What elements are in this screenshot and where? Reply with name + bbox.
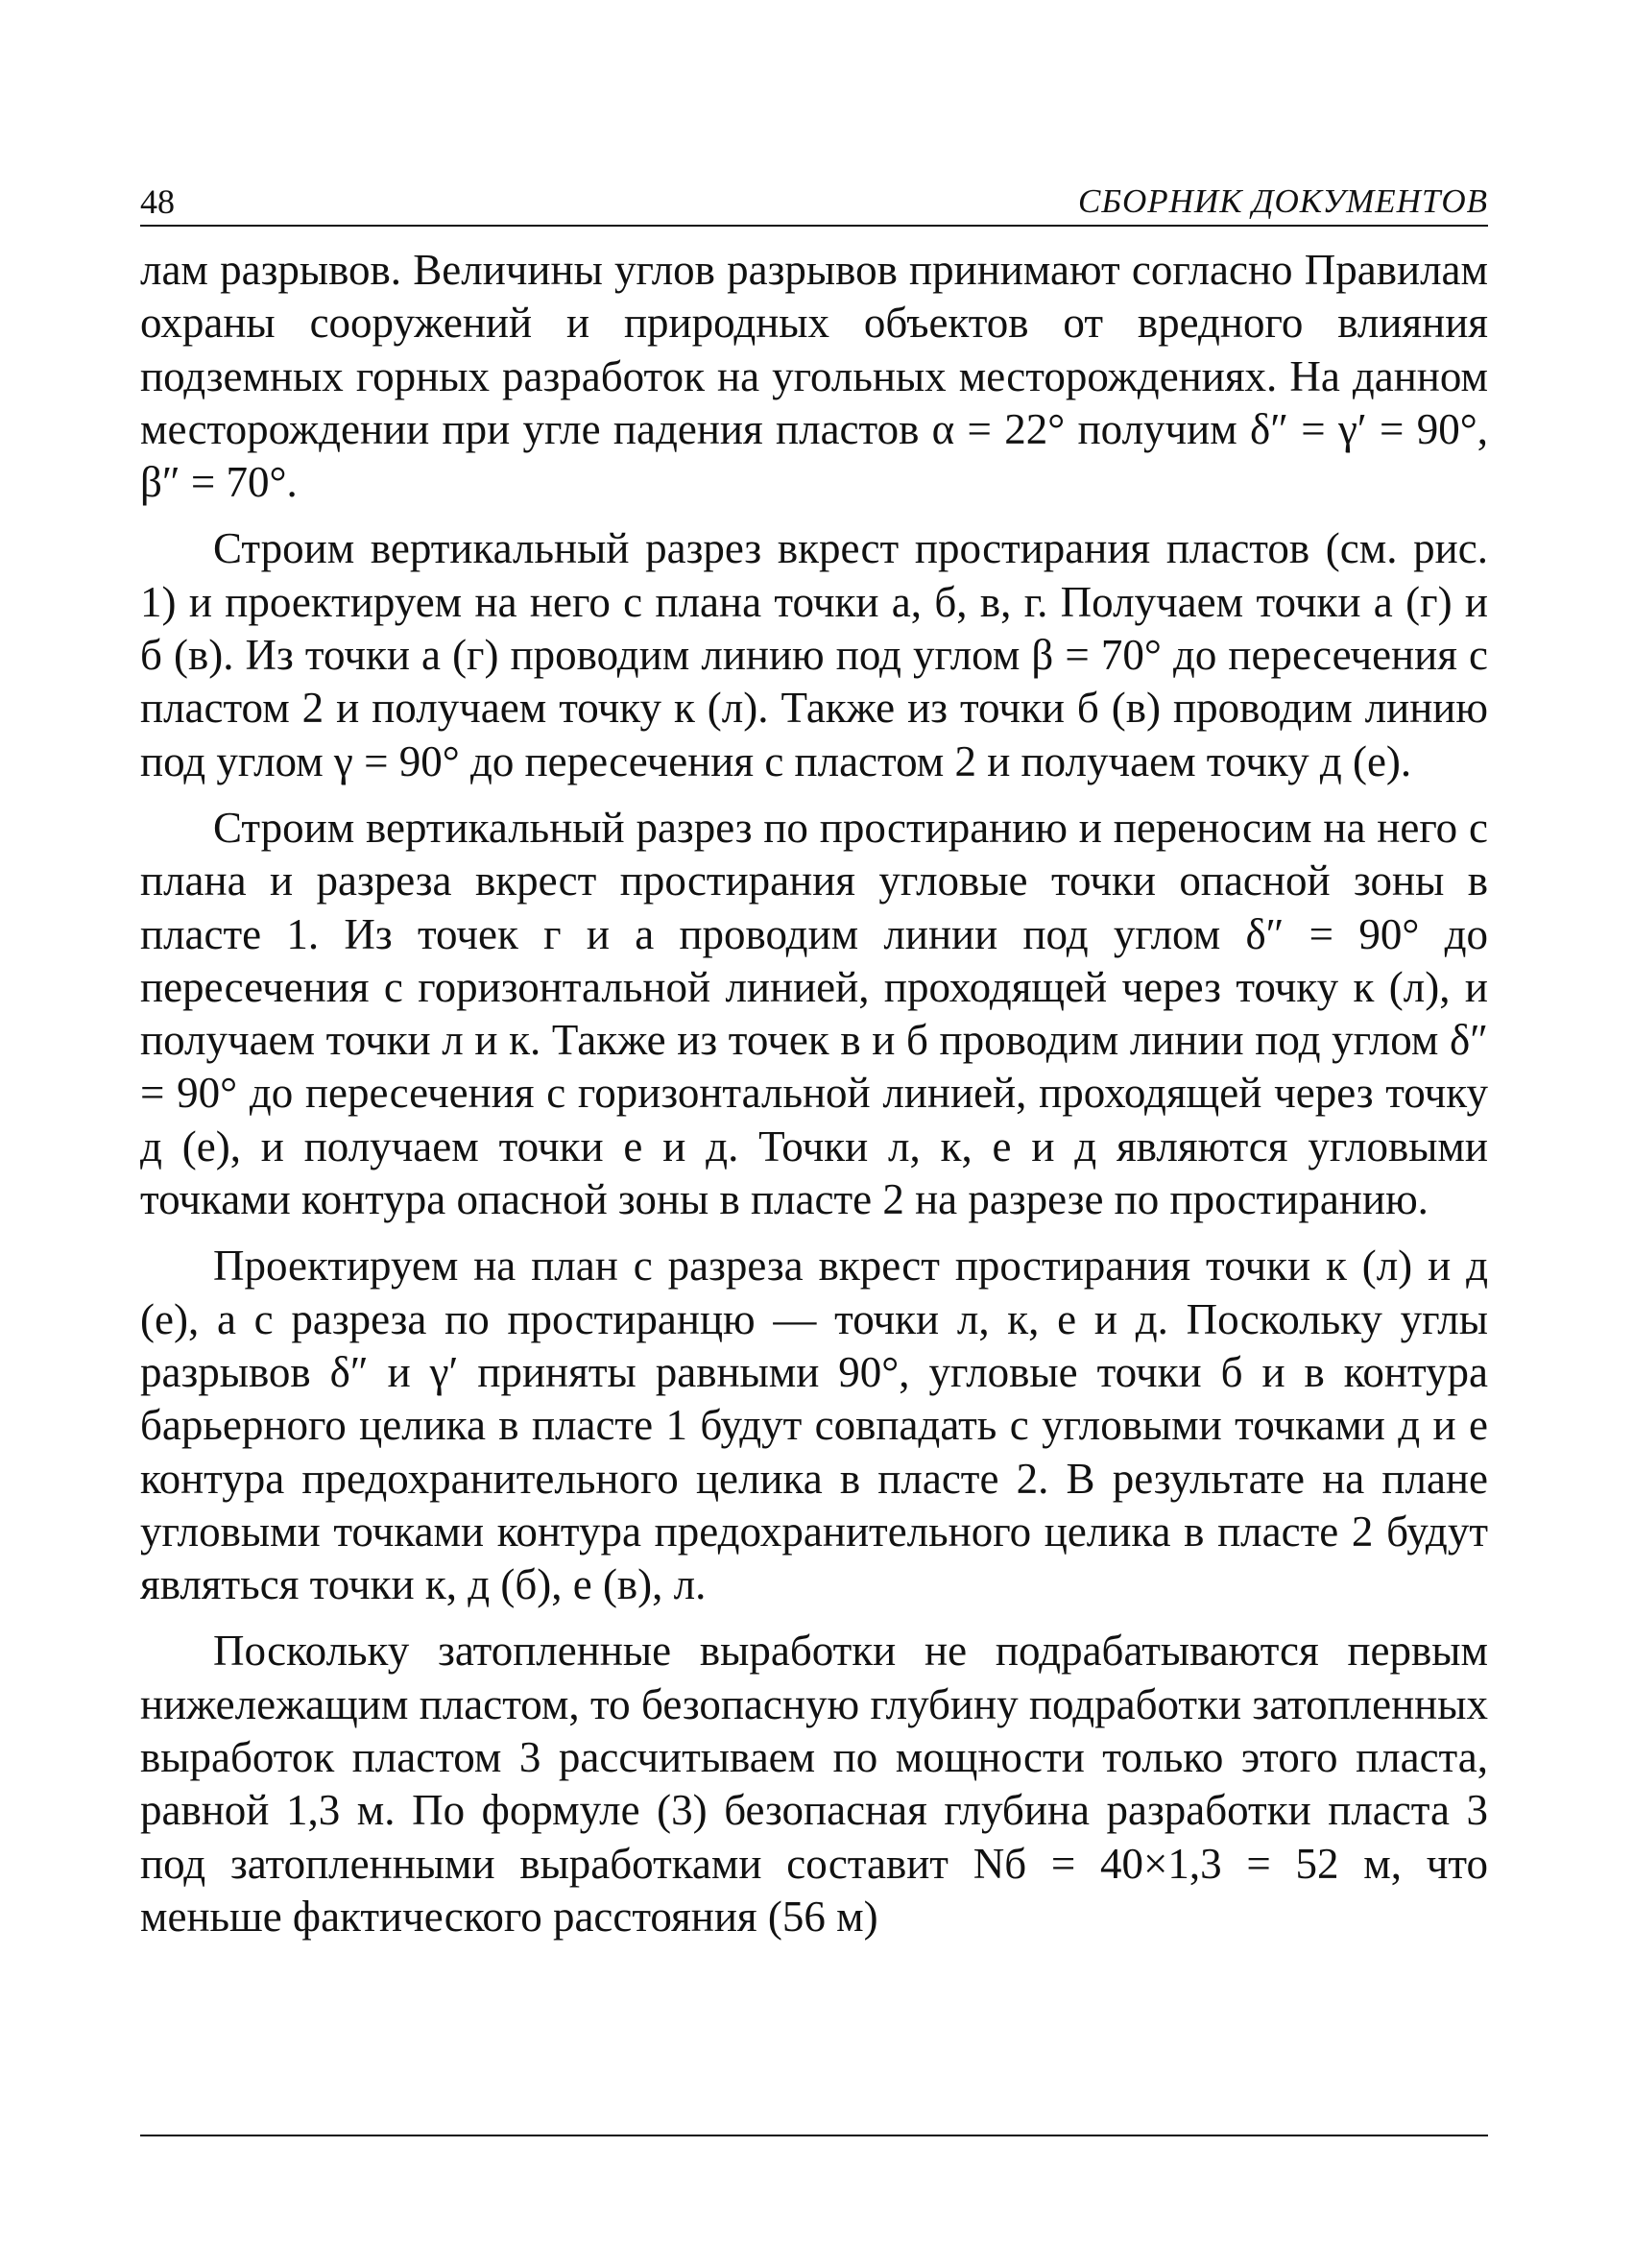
paragraph-strike-section: Строим вертикальный разрез по простиранию и переносим на него с плана и разреза вкрест простирания угловые точки опасной зоны в пласте 1. Из точек г и а проводим линии под углом δ″ = 90° до пересечения с горизонтальной линией, проходящей через точку к (л), и получаем точки л и к. Также из точек в и б проводим линии под углом δ″ = 90° до пересечения с горизонтальной линией, проходящей через точку д (е), и получаем точки е и д. Точки л, к, е и д являются угловыми точками контура опасной зоны в пласте 2 на разрезе по простиранию. xyxy=(140,803,1488,1224)
running-header xyxy=(140,173,1488,227)
paragraph-safe-depth: Поскольку затопленные выработки не подрабатываются первым нижележащим пластом, то безопасную глубину подработки затопленных выработок пластом 3 рассчитываем по мощности только этого пласта, равной 1,3 м. По формуле (3) безопасная глубина разработки пласта 3 под затопленными выработками составит Nб = 40×1,3 = 52 м, что меньше фактического расстояния (56 м) xyxy=(140,1627,1488,1941)
paragraph-plan-projection: Проектируем на план с разреза вкрест простирания точки к (л) и д (е), а с разреза по простиранцю — точки л, к, е и д. Поскольку углы разрывов δ″ и γ′ приняты равными 90°, угловые точки б и в контура барьерного целика в пласте 1 будут совпадать с угловыми точками д и е контура предохранительного целика в пласте 2. В результате на плане угловыми точками контура предохранительного целика в пласте 2 будут являться точки к, д (б), е (в), л. xyxy=(140,1242,1488,1609)
running-header-title: СБОРНИК ДОКУМЕНТОВ xyxy=(1078,182,1488,220)
page-number: 48 xyxy=(140,182,175,221)
paragraph-continuation: лам разрывов. Величины углов разрывов принимают согласно Правилам охраны сооружений и природных объектов от вредного влияния подземных горных разработок на угольных месторождениях. На данном месторождении при угле падения пластов α = 22° получим δ″ = γ′ = 90°, β″ = 70°. xyxy=(140,246,1488,507)
document-page xyxy=(140,173,1488,1957)
paragraph-cross-section: Строим вертикальный разрез вкрест простирания пластов (см. рис. 1) и проектируем на него с плана точки а, б, в, г. Получаем точки а (г) и б (в). Из точки а (г) проводим линию под углом β = 70° до пересечения с пластом 2 и получаем точку к (л). Также из точки б (в) проводим линию под углом γ = 90° до пересечения с пластом 2 и получаем точку д (е). xyxy=(140,524,1488,785)
footer-rule xyxy=(140,2135,1488,2136)
body-text xyxy=(140,244,1488,1943)
